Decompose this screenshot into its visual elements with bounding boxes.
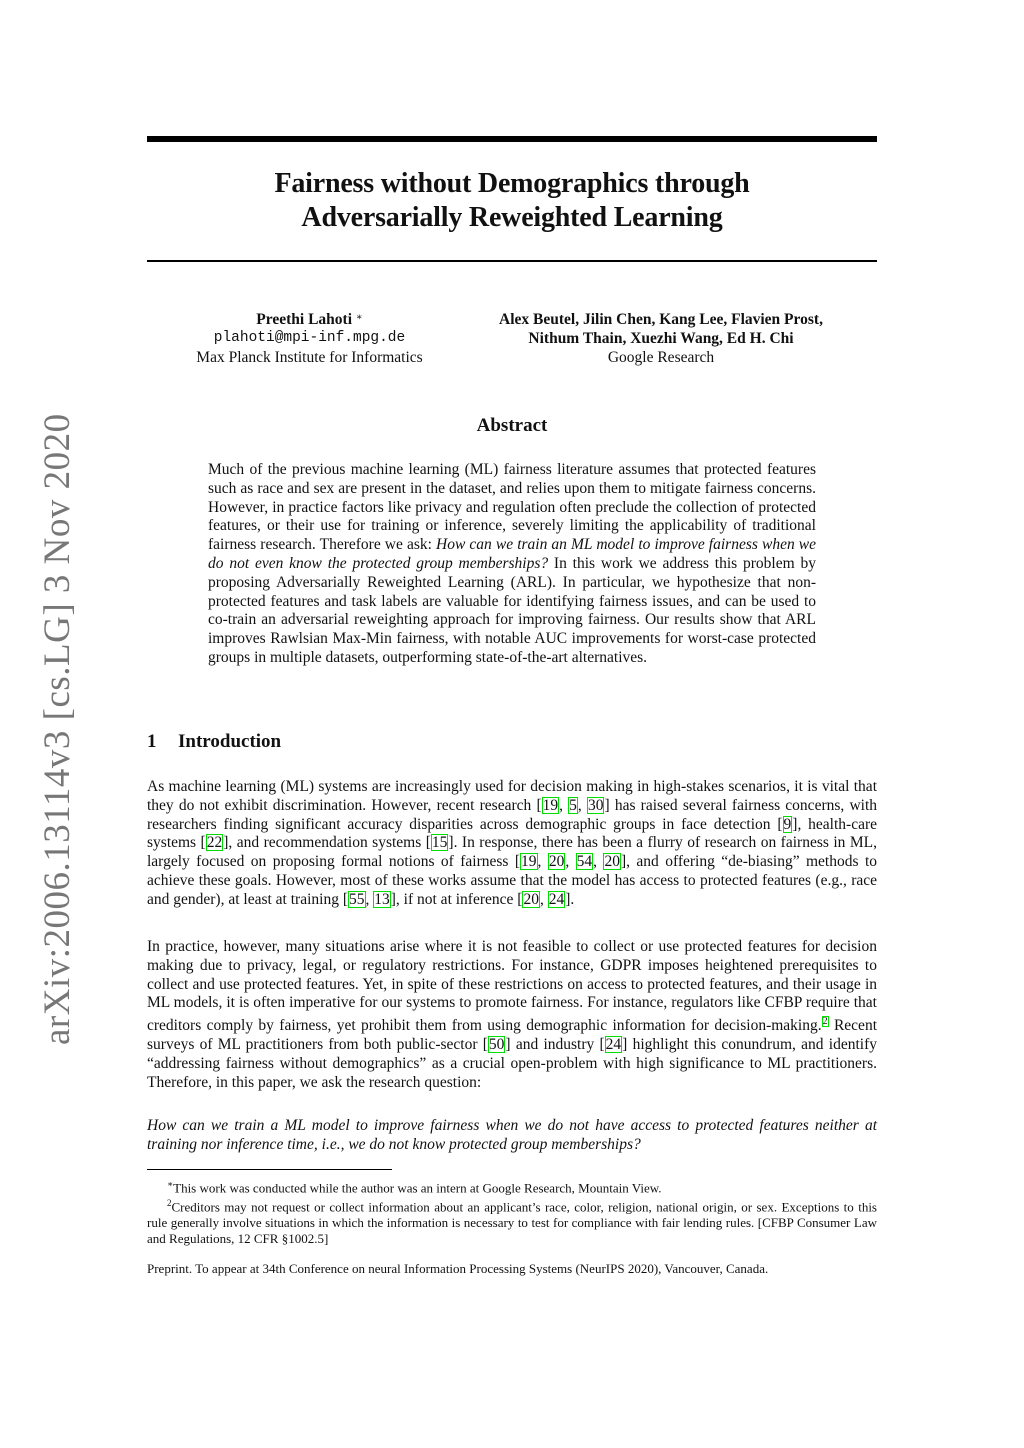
citation-link[interactable]: 50 [488,1036,505,1054]
preprint-note: Preprint. To appear at 34th Conference on neural Information Processing Systems (NeurIPS 2020), Vancouver, Canada. [147,1261,769,1276]
citation-link[interactable]: 20 [523,890,539,908]
citation-link[interactable]: 15 [431,834,448,852]
arxiv-stamp: arXiv:2006.13114v3 [cs.LG] 3 Nov 2020 [37,413,78,1045]
footnote-2-mark: 2 [167,1198,172,1208]
footnote-1 [147,1176,877,1196]
author-2-affiliation: Google Research [607,349,715,366]
citation-link[interactable]: 55 [349,890,365,908]
citation-link[interactable]: 20 [548,853,565,871]
citation-link[interactable]: 20 [604,853,620,871]
section-title: Introduction [178,731,282,752]
footnote-link[interactable]: 2 [822,1016,828,1028]
title-line-1: Fairness without Demographics through [274,168,750,199]
citation-link[interactable]: 24 [548,890,565,908]
abstract-part-1: Much of the previous machine learning (ML) fairness literature assumes that protected features such as race and sex are present in the dataset, and relies upon them to mitigate fairness concerns. However, in practice factors like privacy and regulation often preclude the collection of protected features, or their use for training or inference, severely limiting the applicability of traditional fairness research. Therefore we ask: [208,461,816,554]
citation-link[interactable]: 30 [587,796,604,814]
section-number: 1 [147,731,157,752]
footnote-1-mark: ∗ [167,1179,174,1189]
footnote-1-text: This work was conducted while the author was an intern at Google Research, Mountain View. [173,1180,662,1196]
citation-link[interactable]: 5 [569,796,577,814]
intro-paragraph-1: As machine learning (ML) systems are increasingly used for decision making in high-stakes scenarios, it is vital that they do not exhibit discrimination. However, recent research [19, 5, 30] has raised several fairness concerns, with researchers finding significant accuracy disparities across demographic groups in face detection [9], health-care systems [22], and recommendation systems [15]. In response, there has been a flurry of research on fairness in ML, largely focused on proposing formal notions of fairness [19, 20, 54, 20], and offering “de-biasing” methods to achieve these goals. However, most of these works assume that the model has access to protected features (e.g., race and gender), at least at training [55, 13], if not at inference [20, 24]. [147,778,878,908]
citation-link[interactable]: 54 [576,853,593,871]
footnote-rule [147,1169,392,1170]
intro-paragraph-2: In practice, however, many situations arise where it is not feasible to collect or use protected features for decision making due to privacy, legal, or regulatory restrictions. For instance, GDPR imposes heightened prerequisites to collect and use protected features. Yet, in spite of these restrictions on access to protected features, and their usage in ML models, it is often imperative for our systems to promote fairness. For instance, regulators like CFBP require that creditors comply by fairness, yet prohibit them from using demographic information for decision-making.$^2$ Recent surveys of ML practitioners from both public-sector [50] and industry [24] highlight this conundrum, and identify “addressing fairness without demographics” as a crucial open-problem with high significance to ML practitioners. Therefore, in this paper, we ask the research question: [147,938,877,1091]
title-rule [147,260,877,262]
author-1-footnote-mark[interactable]: ∗ [355,312,363,323]
author-2-names-line-1: Alex Beutel, Jilin Chen, Kang Lee, Flavien Prost, [499,311,823,328]
abstract-part-2: In this work we address this problem by proposing Adversarially Reweighted Learning (ARL). In particular, we hypothesize that non-protected features and task labels are valuable for identifying fairness issues, and can be used to co-train an adversarial reweighting approach for improving fairness. Our results show that ARL improves Rawlsian Max-Min fairness, with notable AUC improvements for worst-case protected groups in multiple datasets, outperforming state-of-the-art alternatives. [208,554,816,666]
abstract-question: How can we train an ML model to improve fairness when we do not even know the protected group memberships? [208,536,817,572]
research-question: How can we train a ML model to improve fairness when we do not have access to protected features neither at training nor inference time, i.e., we do not know protected group memberships? [147,1117,877,1153]
footnote-2 [147,1195,877,1247]
top-rule [147,136,877,142]
author-1-name: Preethi Lahoti [256,311,353,328]
citation-link[interactable]: 22 [206,834,223,852]
citation-link[interactable]: 24 [605,1036,622,1054]
citation-link[interactable]: 13 [374,890,390,908]
citation-link[interactable]: 19 [521,853,537,871]
author-1-email[interactable]: plahoti@mpi-inf.mpg.de [213,330,406,346]
author-block-2 [452,310,870,367]
author-2-names-line-2: Nithum Thain, Xuezhi Wang, Ed H. Chi [528,330,794,347]
author-block-1 [147,310,472,367]
author-1-affiliation: Max Planck Institute for Informatics [196,349,423,366]
abstract-heading: Abstract [476,415,548,436]
paper-title [147,167,877,235]
citation-link[interactable]: 9 [783,815,792,833]
title-line-2: Adversarially Reweighted Learning [301,202,723,233]
abstract-text [208,461,816,668]
section-heading-introduction [147,731,281,753]
footnote-2-text: Creditors may not request or collect information about an applicant’s race, color, religion, national origin, or sex. Exceptions to this rule generally involve situations in which the information is necessary to test for compliance with fair lending rules. [CFBP Consumer Law and Regulations, 12 CFR §1002.5] [147,1199,877,1247]
citation-link[interactable]: 19 [542,796,559,814]
